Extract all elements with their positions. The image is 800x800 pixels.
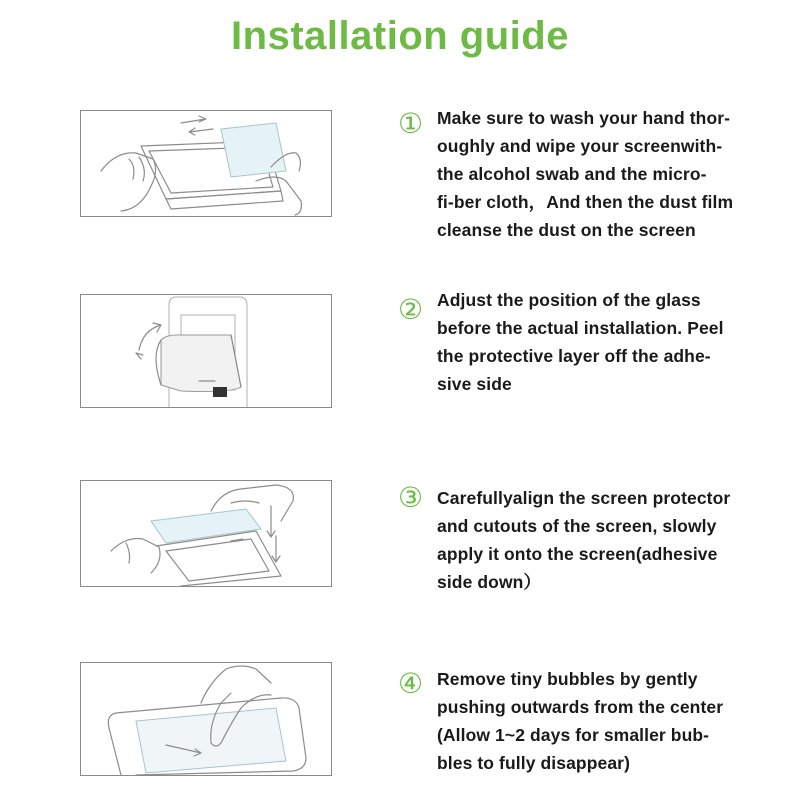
step-3-illustration <box>80 480 332 587</box>
page-title: Installation guide <box>231 14 569 58</box>
step-text: Carefullyalign the screen protector and cutouts of the screen, slowly apply it onto the screen(adhesive side down） <box>437 488 731 592</box>
step-1-illustration <box>80 110 332 217</box>
step-number: ② <box>398 293 424 326</box>
step-number: ③ <box>398 481 424 514</box>
step-2-illustration <box>80 294 332 408</box>
step-4-illustration <box>80 662 332 776</box>
step-number: ④ <box>398 667 424 700</box>
step-text: Adjust the position of the glass before the actual installation. Peel the protective layer off the adhe- sive side <box>437 290 724 394</box>
step-text: Remove tiny bubbles by gently pushing outwards from the center (Allow 1~2 days for smaller bub- bles to fully disappear) <box>437 669 724 773</box>
step-text: Make sure to wash your hand thor- oughly and wipe your screenwith- the alcohol swab and the micro- fi-ber cloth，And then the dust film cleanse the dust on the screen <box>437 108 734 240</box>
step-number: ① <box>398 107 424 140</box>
